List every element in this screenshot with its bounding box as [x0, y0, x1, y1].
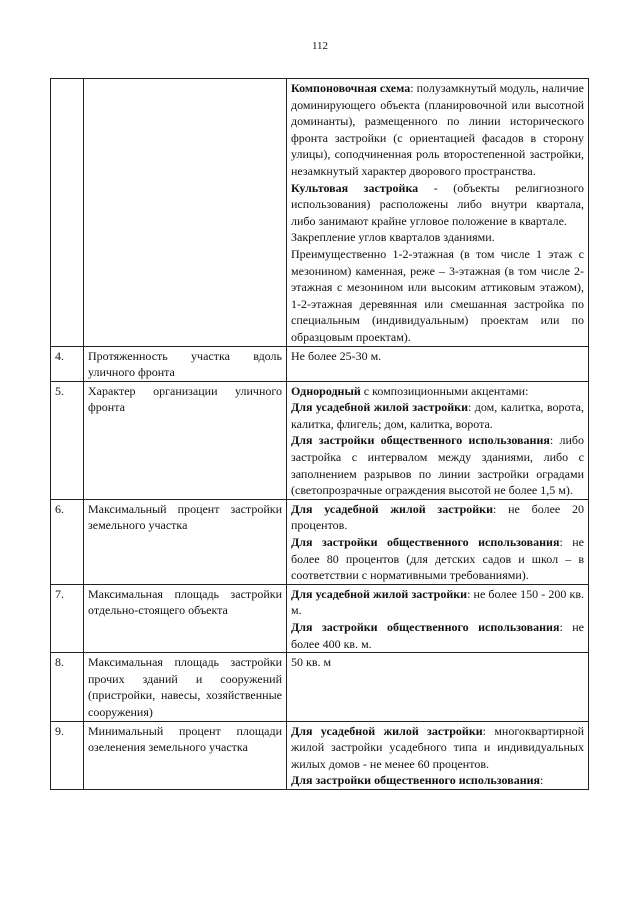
table-row	[51, 653, 589, 721]
value-paragraph	[291, 246, 584, 346]
value-paragraph	[291, 619, 584, 652]
parameter-name: Минимальный процент площади озеленения земельного участка	[84, 721, 287, 789]
parameter-name: Максимальный процент застройки земельного участка	[84, 499, 287, 584]
table-body	[51, 79, 589, 790]
paragraph-text: : полузамкнутый модуль, наличие доминирующего объекта (планировочной или высотной доминанты), размещенного по линии исторического фронта застройки (с ориентацией фасадов в сторону улицы), соподчиненная роль второстепенной застройки, незамкнутый характер дворового пространства.	[291, 81, 584, 178]
paragraph-heading: Однородный	[291, 383, 361, 398]
row-number: 8.	[51, 653, 84, 721]
regulations-table	[50, 78, 589, 790]
paragraph-text: Не более 25-30 м.	[291, 348, 382, 363]
value-paragraph	[291, 383, 584, 400]
paragraph-heading: Для усадебной жилой застройки	[291, 723, 483, 738]
paragraph-text: : многоквартирной жилой застройки усадебного типа и индивидуальных жилых домов - не менее 60 процентов.	[291, 723, 584, 771]
table-row	[51, 499, 589, 584]
value-paragraph	[291, 654, 584, 671]
paragraph-text: с композиционными акцентами:	[360, 383, 529, 398]
parameter-name: Характер организации уличного фронта	[84, 381, 287, 499]
paragraph-text: : не более 150 - 200 кв. м.	[291, 586, 584, 618]
paragraph-text: : либо застройка с интервалом между зданиями, либо с заполнением разрывов по линии застройки оградами (светопрозрачные ограждения высотой не более 1,5 м).	[291, 433, 584, 498]
paragraph-heading: Для усадебной жилой застройки	[291, 501, 493, 516]
paragraph-heading: Для застройки общественного использования	[291, 620, 560, 634]
paragraph-heading: Для усадебной жилой застройки	[291, 400, 469, 415]
value-paragraph	[291, 399, 584, 432]
parameter-value	[287, 381, 589, 499]
parameter-name: Максимальная площадь застройки прочих зданий и сооружений (пристройки, навесы, хозяйственные сооружения)	[84, 653, 287, 721]
table-row	[51, 79, 589, 347]
paragraph-heading: Для застройки общественного использования	[291, 433, 550, 448]
parameter-value	[287, 584, 589, 652]
paragraph-text: : не более 20 процентов.	[291, 501, 584, 533]
paragraph-text: : дом, калитка, ворота, калитка, флигель; дом, калитка, ворота.	[291, 400, 585, 431]
paragraph-text: : не более 400 кв. м.	[291, 620, 584, 651]
parameter-value	[287, 653, 589, 721]
table-row	[51, 584, 589, 652]
paragraph-text: 50 кв. м	[291, 655, 332, 670]
parameter-value	[287, 346, 589, 381]
table-row	[51, 721, 589, 789]
parameter-value	[287, 79, 589, 347]
value-paragraph	[291, 432, 584, 498]
parameter-name	[84, 79, 287, 347]
paragraph-heading: Для застройки общественного использования	[291, 773, 541, 788]
row-number: 6.	[51, 499, 84, 584]
row-number	[51, 79, 84, 347]
paragraph-heading: Культовая застройка	[291, 180, 419, 195]
value-paragraph	[291, 501, 584, 534]
value-paragraph	[291, 229, 584, 246]
value-paragraph	[291, 348, 584, 365]
paragraph-heading: Компоновочная схема	[291, 81, 411, 95]
paragraph-text: - (объекты религиозного использования) расположены либо внутри квартала, либо занимают крайне угловое положение в квартале.	[291, 180, 584, 228]
parameter-name: Протяженность участка вдоль уличного фронта	[84, 346, 287, 381]
table-row	[51, 346, 589, 381]
paragraph-text: :	[540, 773, 544, 788]
paragraph-heading: Для застройки общественного использования	[291, 535, 560, 550]
value-paragraph	[291, 586, 584, 619]
parameter-value	[287, 499, 589, 584]
row-number: 5.	[51, 381, 84, 499]
value-paragraph	[291, 723, 584, 773]
paragraph-heading: Для усадебной жилой застройки	[291, 586, 468, 601]
value-paragraph	[291, 534, 584, 584]
table-row	[51, 381, 589, 499]
paragraph-text: Закрепление углов кварталов зданиями.	[291, 230, 495, 245]
row-number: 7.	[51, 584, 84, 652]
value-paragraph	[291, 80, 584, 180]
paragraph-text: Преимущественно 1-2-этажная (в том числе 1 этаж с мезонином) каменная, реже – 3-этажная (в том числе 2-этажная с мезонином или высоким аттиковым этажом), 1-2-этажная деревянная или смешанная застройка по специальным (индивидуальным) проектам или по образцовым проектам).	[291, 246, 584, 344]
parameter-value	[287, 721, 589, 789]
value-paragraph	[291, 180, 584, 230]
row-number: 9.	[51, 721, 84, 789]
parameter-name: Максимальная площадь застройки отдельно-стоящего объекта	[84, 584, 287, 652]
value-paragraph	[291, 772, 584, 789]
paragraph-text: : не более 80 процентов (для детских садов и школ – в соответствии с нормативными требованиями).	[291, 535, 584, 583]
page-number: 112	[311, 40, 329, 52]
row-number: 4.	[51, 346, 84, 381]
